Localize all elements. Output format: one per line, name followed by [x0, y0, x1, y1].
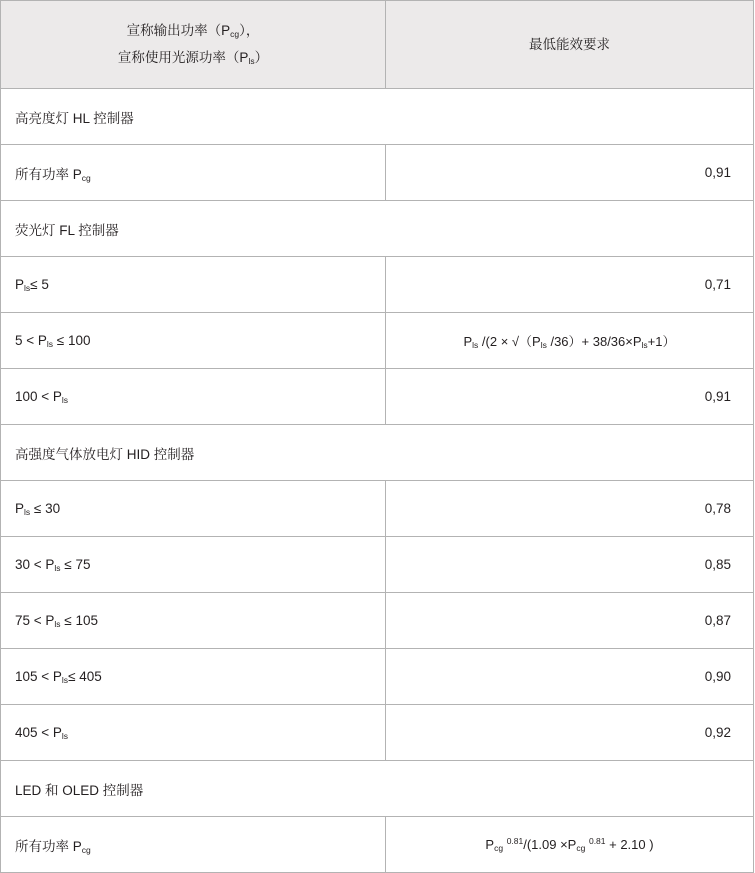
row-value-hid-105to405: 0,90 [386, 649, 754, 705]
row-value-fl-5to100: $P_{ls}$ $/(2 \times √(P_{ls}$ $/36)+ 38/36\times P_{ls}+1$） [386, 313, 754, 369]
table-row [1, 313, 754, 369]
row-value-hid-75to105: 0,87 [386, 593, 754, 649]
row-label-led-all: 所有功率 $P_{cg}$ [1, 817, 386, 873]
table-row [1, 761, 754, 817]
row-label-hid-le30: $P_{ls} \le 30$ [1, 481, 386, 537]
table-row [1, 145, 754, 201]
row-value-fl-gt100: 0,91 [386, 369, 754, 425]
table-header-row [1, 1, 754, 89]
section-row-fl: 荧光灯 FL 控制器 [1, 201, 754, 257]
row-label-hl-all: 所有功率 $P_{cg}$ [1, 145, 386, 201]
section-row-led: LED 和 OLED 控制器 [1, 761, 754, 817]
table-row [1, 369, 754, 425]
row-value-led-all: $P_{cg}$ $^{0.81}/(1.09 \times P_{cg}$ $^{0.81}$ + 2.10 ) [386, 817, 754, 873]
row-value-hid-gt405: 0,92 [386, 705, 754, 761]
header-cell-requirement: 最低能效要求 [386, 1, 754, 89]
table-row [1, 817, 754, 873]
table-row [1, 257, 754, 313]
table-row [1, 89, 754, 145]
row-label-fl-le5: $P_{ls}\le 5$ [1, 257, 386, 313]
section-row-hl: 高亮度灯 HL 控制器 [1, 89, 754, 145]
header-line-1: 宣称输出功率$(P_{cg})$， [126, 22, 260, 39]
table-row [1, 649, 754, 705]
table-row [1, 537, 754, 593]
table-row [1, 593, 754, 649]
table-row [1, 201, 754, 257]
row-label-fl-5to100: $5 < P_{ls} \le 100$ [1, 313, 386, 369]
table-row [1, 425, 754, 481]
table-row [1, 481, 754, 537]
row-value-fl-le5: 0,71 [386, 257, 754, 313]
row-label-fl-gt100: $100 < P_{ls}$ [1, 369, 386, 425]
header-cell-power [1, 1, 386, 89]
row-value-hid-30to75: 0,85 [386, 537, 754, 593]
row-label-hid-75to105: $75 < P_{ls} \le 105$ [1, 593, 386, 649]
row-label-hid-gt405: $405 < P_{ls}$ [1, 705, 386, 761]
row-value-hl-all: 0,91 [386, 145, 754, 201]
row-value-hid-le30: 0,78 [386, 481, 754, 537]
row-label-hid-30to75: $30 < P_{ls} \le 75$ [1, 537, 386, 593]
table-body [1, 89, 754, 873]
row-label-hid-105to405: $105 < P_{ls}\le 405$ [1, 649, 386, 705]
header-line-2: 宣称使用光源功率$(P_{ls})$ [117, 49, 269, 66]
section-row-hid: 高强度气体放电灯 HID 控制器 [1, 425, 754, 481]
table-row [1, 705, 754, 761]
